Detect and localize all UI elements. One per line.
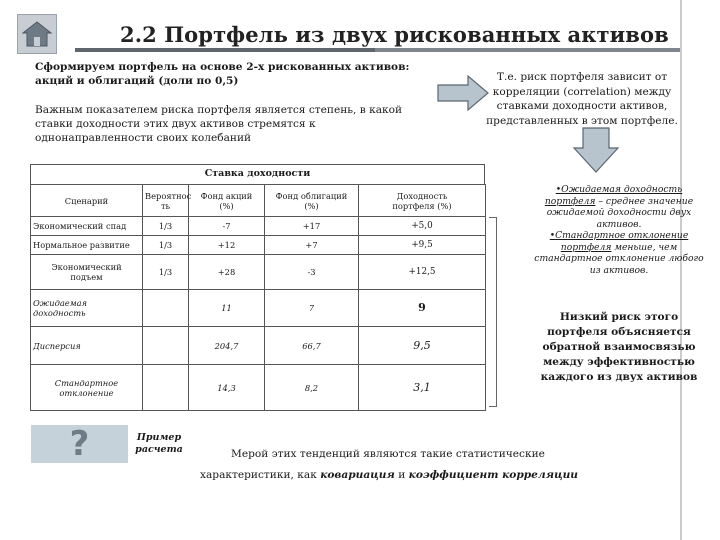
cell-stat-label: Дисперсия [31, 327, 143, 365]
cell-stock: +12 [189, 236, 265, 255]
definitions-text [530, 184, 708, 276]
note-line: корреляции (correlation) между [492, 85, 672, 98]
cell-portfolio: 9,5 [359, 327, 486, 365]
down-arrow-icon [572, 126, 620, 174]
example-label-line: расчета [135, 444, 183, 455]
cell-probability: 1/3 [143, 255, 189, 290]
cell-bond: -3 [265, 255, 359, 290]
header-portfolio-return: Доходность портфеля (%) [359, 185, 486, 217]
intro-bold-text [35, 60, 435, 88]
returns-table [30, 184, 486, 411]
home-icon [22, 20, 52, 48]
cell-empty [143, 365, 189, 411]
table-row-std-dev [31, 365, 486, 411]
cell-scenario: Нормальное развитие [31, 236, 143, 255]
cell-stat-label: Стандартное отклонение [31, 365, 143, 411]
table-row [31, 217, 486, 236]
table-row-variance [31, 327, 486, 365]
header-scenario: Сценарий [31, 185, 143, 217]
measures-conj: и [394, 469, 409, 481]
cell-bond: 66,7 [265, 327, 359, 365]
intro-line: ставки доходности этих двух активов стремятся к [35, 118, 316, 130]
cell-portfolio: +12,5 [359, 255, 486, 290]
cell-bond: +7 [265, 236, 359, 255]
conclusion-line: обратной взаимосвязью [542, 341, 696, 353]
intro-line: однонаправленности своих колебаний [35, 132, 252, 144]
home-button[interactable] [17, 14, 57, 54]
header-bond-fund: Фонд облигаций (%) [265, 185, 359, 217]
correlation-term: коэффициент корреляции [408, 469, 579, 481]
page-title: 2.2 Портфель из двух рискованных активов [120, 22, 669, 47]
cell-portfolio: +9,5 [359, 236, 486, 255]
table-caption: Ставка доходности [30, 164, 485, 184]
note-line: представленных в этом портфеле. [486, 114, 678, 127]
header-probability: Вероятнос ть [143, 185, 189, 217]
def-term: •Стандартное отклонение [549, 230, 689, 241]
cell-portfolio: 3,1 [359, 365, 486, 411]
conclusion-line: между эффективностью [543, 356, 695, 368]
conclusion-line: Низкий риск этого [559, 311, 679, 323]
def-term: портфеля [560, 241, 612, 253]
intro-text [35, 103, 435, 145]
table-row [31, 236, 486, 255]
example-calculation-label[interactable] [133, 432, 185, 456]
def-term: портфеля [544, 195, 596, 207]
bracket-divider [489, 217, 497, 407]
def-text: – среднее значение ожидаемой доходности двух активов. [546, 195, 694, 230]
def-text: меньше, чем стандартное отклонение любого из активов. [534, 241, 704, 276]
measures-text [200, 444, 670, 486]
cell-portfolio: 9 [359, 290, 486, 327]
cell-stock: 14,3 [189, 365, 265, 411]
cell-bond: 7 [265, 290, 359, 327]
measures-line: характеристики, как [200, 469, 321, 481]
header-stock-fund: Фонд акций (%) [189, 185, 265, 217]
cell-stat-label: Ожидаемая доходность [31, 290, 143, 327]
covariance-term: ковариация [320, 469, 395, 481]
cell-bond: +17 [265, 217, 359, 236]
cell-probability: 1/3 [143, 217, 189, 236]
cell-scenario: Экономический спад [31, 217, 143, 236]
cell-stock: -7 [189, 217, 265, 236]
def-term: •Ожидаемая доходность [555, 184, 683, 195]
title-underline-accent [75, 48, 375, 52]
conclusion-line: портфеля объясняется [547, 326, 691, 338]
note-line: ставками доходности активов, [496, 100, 668, 112]
example-label-line: Пример [136, 432, 182, 443]
cell-stock: 204,7 [189, 327, 265, 365]
intro-bold-line: Сформируем портфель на основе 2-х рискованных активов: [35, 61, 410, 73]
note-line: Т.е. риск портфеля зависит от [496, 71, 668, 83]
cell-probability: 1/3 [143, 236, 189, 255]
cell-empty [143, 327, 189, 365]
measures-line: Мерой этих тенденций являются такие статистические [231, 448, 545, 460]
intro-line: Важным показателем риска портфеля является степень, в какой [35, 104, 403, 116]
correlation-note [482, 70, 682, 128]
cell-stock: 11 [189, 290, 265, 327]
low-risk-conclusion [530, 310, 708, 385]
cell-portfolio: +5,0 [359, 217, 486, 236]
question-mark-icon: ? [69, 424, 90, 464]
cell-scenario: Экономический подъем [31, 255, 143, 290]
table-header-row [31, 185, 486, 217]
intro-bold-line: акций и облигаций (доли по 0,5) [35, 75, 239, 87]
example-calculation-button[interactable] [31, 425, 128, 463]
cell-empty [143, 290, 189, 327]
cell-stock: +28 [189, 255, 265, 290]
table-row [31, 255, 486, 290]
table-row-expected-return [31, 290, 486, 327]
cell-bond: 8,2 [265, 365, 359, 411]
conclusion-line: каждого из двух активов [540, 371, 698, 383]
